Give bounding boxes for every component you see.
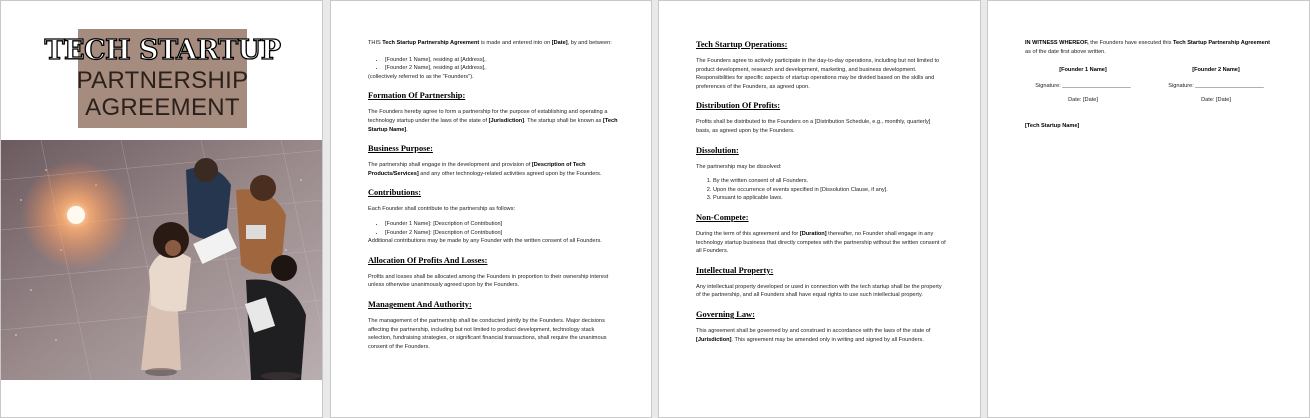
intro-paragraph: THIS Tech Startup Partnership Agreement is made and entered into on [Date], by and between: bbox=[368, 40, 612, 46]
governing-law-text: This agreement shall be governed by and construed in accordance with the laws of the state of [Jurisdiction]. This agreement may be amended only in writing and signed by all Founders. bbox=[696, 327, 931, 343]
founder-list bbox=[368, 56, 618, 73]
dissolution-intro: The partnership may be dissolved: bbox=[696, 163, 782, 170]
startup-name-placeholder: [Tech Startup Name] bbox=[1025, 123, 1080, 129]
cover-subtitle-line1: PARTNERSHIP bbox=[76, 67, 249, 94]
heading-allocation: Allocation Of Profits And Losses: bbox=[368, 255, 488, 265]
signature-date: Date: [Date] bbox=[1068, 97, 1098, 103]
operations-text: The Founders agree to actively participate in the day-to-day operations, including but not limited to product development, research and development, marketing, and business development. Responsibilities for specific aspects of startup operations may be divided based on the skills and preferences of the Founders, as agreed upon. bbox=[696, 58, 940, 90]
heading-distribution: Distribution Of Profits: bbox=[696, 101, 781, 111]
signature-date: Date: [Date] bbox=[1201, 97, 1231, 103]
non-compete-text: During the term of this agreement and for [Duration] thereafter, no Founder shall engage in any technology startup business that directly competes with the partnership without the written consent of all Founders. bbox=[696, 230, 946, 255]
heading-contributions: Contributions: bbox=[368, 188, 422, 198]
heading-non-compete: Non-Compete: bbox=[696, 212, 749, 222]
list-item: • [Founder 1 Name]: [Description of Contribution] bbox=[385, 220, 618, 229]
list-item: • [Founder 2 Name], residing at [Address], bbox=[385, 64, 618, 73]
page-4-content bbox=[1025, 39, 1275, 56]
allocation-text: Profits and losses shall be allocated among the Founders in proportion to their ownership interest unless otherwise unanimously agreed upon by the Founders. bbox=[368, 273, 609, 289]
signature-block-founder-2 bbox=[1156, 67, 1276, 103]
heading-formation: Formation Of Partnership: bbox=[368, 91, 466, 101]
list-item: 2. Upon the occurrence of events specified in [Dissolution Clause, if any]. bbox=[713, 186, 946, 195]
formation-text: The Founders hereby agree to form a partnership for the purpose of establishing and operating a technology startup under the laws of the state of [Jurisdiction]. The startup shall be known as [Tech Startup Name]. bbox=[368, 109, 618, 133]
list-item: 1. By the written consent of all Founders. bbox=[713, 177, 946, 186]
contribution-list bbox=[368, 220, 618, 237]
intellectual-property-text: Any intellectual property developed or used in connection with the tech startup shall be the property of the partnership, and all Founders shall have equal rights to use such intellectual property. bbox=[696, 283, 942, 299]
founder-1-name: [Founder 1 Name] bbox=[1059, 67, 1107, 73]
signature-line: Signature: ______________________ bbox=[1168, 83, 1264, 89]
founder-2-name: [Founder 2 Name] bbox=[1192, 67, 1240, 73]
heading-management: Management And Authority: bbox=[368, 299, 472, 309]
heading-dissolution: Dissolution: bbox=[696, 145, 739, 155]
contributions-note: Additional contributions may be made by any Founder with the written consent of all Founders. bbox=[368, 238, 602, 245]
contributions-intro: Each Founder shall contribute to the partnership as follows: bbox=[368, 206, 516, 213]
heading-business-purpose: Business Purpose: bbox=[368, 144, 433, 154]
page-2[interactable] bbox=[330, 0, 652, 418]
page-4[interactable] bbox=[987, 0, 1310, 418]
heading-intellectual-property: Intellectual Property: bbox=[696, 265, 774, 275]
list-item: 3. Pursuant to applicable laws. bbox=[713, 194, 946, 203]
cover-title: TECH STARTUP bbox=[44, 35, 281, 66]
page-cover[interactable] bbox=[0, 0, 323, 418]
dissolution-list bbox=[696, 177, 946, 203]
witness-paragraph: IN WITNESS WHEREOF, the Founders have executed this Tech Startup Partnership Agreement as of the date first above written. bbox=[1025, 40, 1270, 55]
heading-governing-law: Governing Law: bbox=[696, 309, 755, 319]
management-text: The management of the partnership shall be conducted jointly by the Founders. Major decisions affecting the partnership, including but not limited to product development, technology stack selection, fundraising strategies, or significant financial transactions, shall require the unanimous consent of the Founders. bbox=[368, 317, 607, 350]
page-2-content bbox=[368, 39, 618, 351]
signature-line: Signature: ______________________ bbox=[1035, 83, 1131, 89]
page-3[interactable] bbox=[658, 0, 981, 418]
purpose-text: The partnership shall engage in the development and provision of [Description of Tech Products/Services] and any other technology-related activities agreed upon by the Founders. bbox=[368, 162, 602, 177]
cover-subtitle-line2: AGREEMENT bbox=[85, 94, 240, 121]
list-item: • [Founder 2 Name]: [Description of Contribution] bbox=[385, 229, 618, 238]
heading-operations: Tech Startup Operations: bbox=[696, 40, 788, 49]
signature-block-founder-1 bbox=[1023, 67, 1143, 103]
distribution-text: Profits shall be distributed to the Founders on a [Distribution Schedule, e.g., monthly, quarterly] basis, as agreed upon by the Founders. bbox=[696, 119, 931, 134]
list-item: • [Founder 1 Name], residing at [Address], bbox=[385, 56, 618, 65]
collectively-text: (collectively referred to as the "Founders"). bbox=[368, 73, 474, 80]
page-3-content bbox=[696, 39, 946, 344]
cover-photo-business-team bbox=[1, 140, 323, 380]
